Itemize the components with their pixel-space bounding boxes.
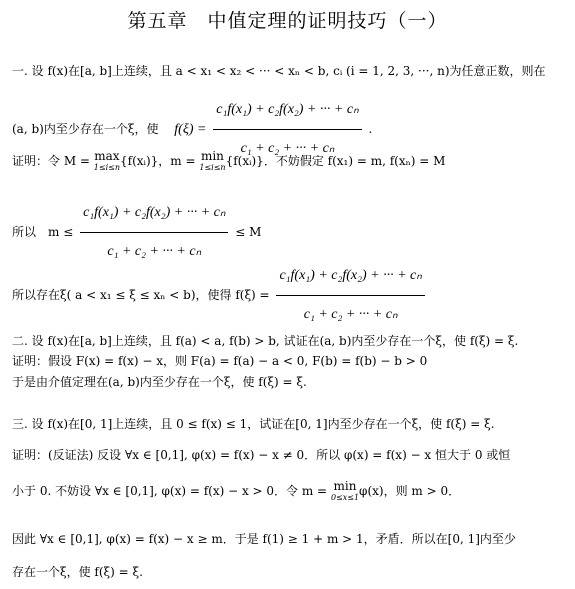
problem-3-line-5: 存在一个ξ，使 f(ξ) = ξ. — [12, 565, 143, 579]
max-label: max — [94, 148, 120, 163]
proof-1-result-denominator: c₁ + c₂ + ··· + cₙ — [303, 307, 398, 322]
problem-1-fraction-denominator: c₁ + c₂ + ··· + cₙ — [240, 141, 335, 156]
min-operator — [199, 148, 226, 173]
problem-1-fraction-numerator: c₁f(x₁) + c₂f(x₂) + ··· + cₙ — [213, 92, 361, 130]
chapter-title: 第五章 中值定理的证明技巧（一） — [127, 10, 448, 32]
proof-1-line-2-suffix: ≤ M — [235, 225, 262, 239]
proof-1-line-1 — [12, 150, 565, 173]
proof-1-line-2-prefix: 所以 m ≤ — [12, 225, 74, 239]
min-subscript-2: 0≤x≤1 — [330, 492, 360, 502]
proof-1-line-3-prefix: 所以存在ξ( a < x₁ ≤ ξ ≤ xₙ < b)，使得 f(ξ) = — [12, 288, 270, 302]
min-operator-2 — [330, 478, 360, 503]
problem-1-lhs: f(ξ) = — [174, 122, 207, 137]
min-subscript: 1≤i≤n — [199, 162, 226, 172]
problem-3-line-2: 证明：(反证法) 反设 ∀x ∈ [0,1], φ(x) = f(x) − x ≠ 0．所以 φ(x) = f(x) − x 恒大于 0 或恒 — [12, 448, 511, 462]
proof-1-result-fraction — [276, 258, 424, 333]
proof-1-line-3 — [12, 258, 565, 333]
problem-2-line-3: 于是由介值定理在(a, b)内至少存在一个ξ，使 f(ξ) = ξ. — [12, 375, 307, 389]
max-operator — [93, 148, 121, 173]
problem-3-line-1: 三. 设 f(x)在[0, 1]上连续，且 0 ≤ f(x) ≤ 1，试证在[0, 1]内至少存在一个ξ，使 f(ξ) = ξ. — [12, 417, 495, 431]
proof-1-result-numerator: c₁f(x₁) + c₂f(x₂) + ··· + cₙ — [276, 258, 424, 296]
problem-1-prefix: (a, b)内至少存在一个ξ，使 — [12, 122, 159, 136]
proof-1-part-c: {f(xᵢ)}．不妨假定 f(x₁) = m, f(xₙ) = M — [225, 154, 446, 168]
problem-3-line-3-part-b: φ(x)，则 m > 0． — [359, 484, 461, 498]
proof-1-fraction-denominator: c₁ + c₂ + ··· + cₙ — [107, 244, 202, 259]
problem-2-line-2: 证明：假设 F(x) = f(x) − x，则 F(a) = f(a) − a < 0, F(b) = f(b) − b > 0 — [12, 354, 428, 368]
proof-1-part-a: 证明：令 M = — [12, 154, 94, 168]
problem-3-line-4: 因此 ∀x ∈ [0,1], φ(x) = f(x) − x ≥ m．于是 f(1) ≥ 1 + m > 1，矛盾．所以在[0, 1]内至少 — [12, 532, 516, 546]
problem-1-line-1: 一. 设 f(x)在[a, b]上连续，且 a < x₁ < x₂ < ··· < xₙ < b, cᵢ (i = 1, 2, 3, ···, n)为任意正数，则在 — [12, 64, 546, 78]
problem-1-end: . — [368, 122, 373, 136]
min-label-2: min — [333, 478, 357, 493]
proof-1-fraction-numerator: c₁f(x₁) + c₂f(x₂) + ··· + cₙ — [80, 195, 228, 233]
proof-1-part-b: {f(xᵢ)}，m = — [120, 154, 200, 168]
max-subscript: 1≤i≤n — [93, 162, 121, 172]
problem-2-line-1: 二. 设 f(x)在[a, b]上连续，且 f(a) < a, f(b) > b, 试证在(a, b)内至少存在一个ξ，使 f(ξ) = ξ. — [12, 334, 519, 348]
problem-3-line-3-part-a: 小于 0. 不妨设 ∀x ∈ [0,1], φ(x) = f(x) − x > 0．令 m = — [12, 484, 331, 498]
min-label: min — [200, 148, 224, 163]
problem-3-line-3 — [12, 480, 565, 503]
